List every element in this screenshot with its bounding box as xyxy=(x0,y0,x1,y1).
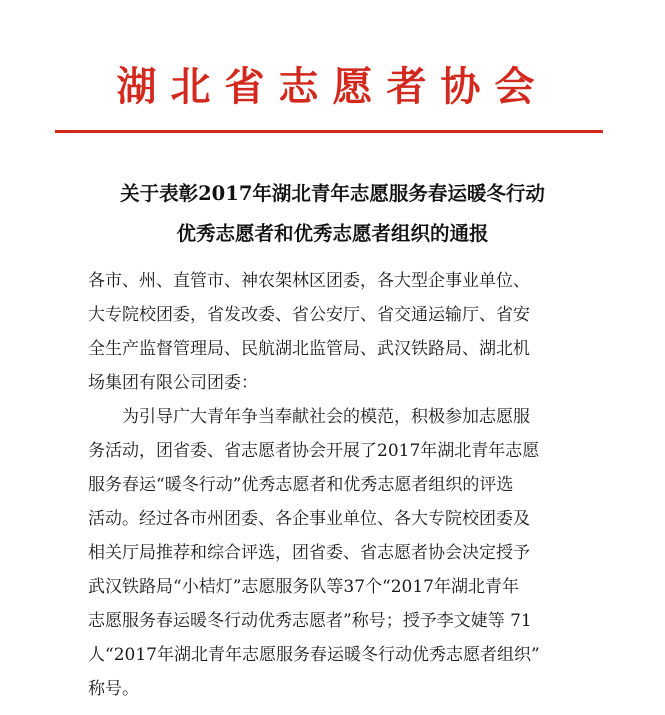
notice-title-line-1: 关于表彰2017年湖北青年志愿服务春运暖冬行动 xyxy=(120,182,545,205)
recipients-line: 全生产监督管理局、民航湖北监管局、武汉铁路局、湖北机 xyxy=(88,339,530,359)
paragraph-line: 武汉铁路局“小桔灯”志愿服务队等37个“2017年湖北青年 xyxy=(88,577,519,597)
paragraph-line: 活动。经过各市州团委、各企事业单位、各大专院校团委及 xyxy=(88,509,530,529)
notice-title-line-2: 优秀志愿者和优秀志愿者组织的通报 xyxy=(176,222,489,245)
paragraph-line: 相关厅局推荐和综合评选，团省委、省志愿者协会决定授予 xyxy=(88,543,530,563)
recipients-line: 大专院校团委，省发改委、省公安厅、省交通运输厅、省安 xyxy=(88,305,530,325)
letterhead-title: 湖北省志愿者协会 xyxy=(116,63,549,110)
recipients-line: 场集团有限公司团委： xyxy=(88,373,258,393)
paragraph-line: 人“2017年湖北青年志愿服务春运暖冬行动优秀志愿者组织” xyxy=(88,645,540,665)
paragraph-line: 务活动，团省委、省志愿者协会开展了2017年湖北青年志愿 xyxy=(88,441,540,461)
recipients-line: 各市、州、直管市、神农架林区团委，各大型企事业单位、 xyxy=(88,271,530,291)
paragraph-line: 志愿服务春运暖冬行动优秀志愿者”称号；授予李文婕等 71 xyxy=(88,611,532,631)
letterhead-divider xyxy=(55,130,603,133)
paragraph-line: 服务春运“暖冬行动”优秀志愿者和优秀志愿者组织的评选 xyxy=(88,475,514,495)
notice-body xyxy=(88,264,608,706)
paragraph-line: 为引导广大青年争当奉献社会的模范，积极参加志愿服 xyxy=(122,407,530,427)
paragraph-line: 称号。 xyxy=(88,679,139,699)
